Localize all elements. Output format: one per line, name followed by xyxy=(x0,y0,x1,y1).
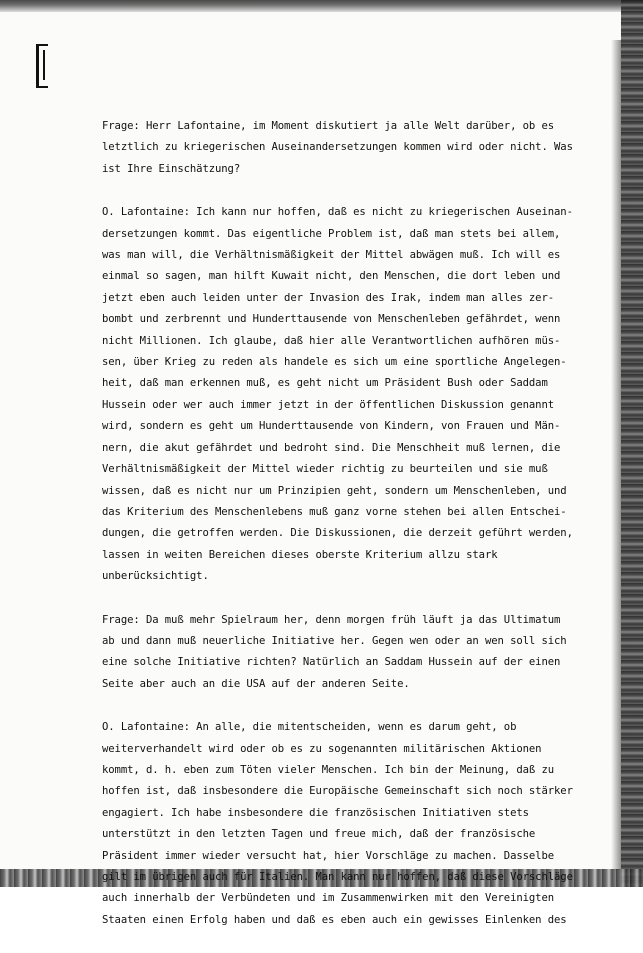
text-line: letztlich zu kriegerischen Auseinandersetzungen kommen wird oder nicht. Was xyxy=(102,141,573,154)
scan-shadow xyxy=(611,40,621,870)
text-line: O. Lafontaine: Ich kann nur hoffen, daß es nicht zu kriegerischen Auseinan- xyxy=(102,206,573,219)
text-line: nicht Millionen. Ich glaube, daß hier alle Verantwortlichen aufhören müs- xyxy=(102,334,561,347)
text-line: O. Lafontaine: An alle, die mitentscheiden, wenn es darum geht, ob xyxy=(102,721,517,734)
text-line: sen, über Krieg zu reden als handele es sich um eine sportliche Angelegen- xyxy=(102,356,567,369)
text-line: auch innerhalb der Verbündeten und im Zusammenwirken mit den Vereinigten xyxy=(102,892,555,905)
text-line: heit, daß man erkennen muß, es geht nicht um Präsident Bush oder Saddam xyxy=(102,377,548,390)
scan-top-edge xyxy=(0,0,643,12)
paragraph xyxy=(102,202,572,587)
text-line: ab und dann muß neuerliche Initiative her. Gegen wen oder an wen soll sich xyxy=(102,634,567,647)
text-line: dersetzungen kommt. Das eigentliche Problem ist, daß man stets bei allem, xyxy=(102,227,561,240)
text-line: kommt, d. h. eben zum Töten vieler Menschen. Ich bin der Meinung, daß zu xyxy=(102,763,555,776)
text-line: das Kriterium des Menschenlebens muß ganz vorne stehen bei allen Entschei- xyxy=(102,505,567,518)
text-line: was man will, die Verhältnismäßigkeit der Mittel abwägen muß. Ich will es xyxy=(102,249,561,262)
text-line: Präsident immer wieder versucht hat, hier Vorschläge zu machen. Dasselbe xyxy=(102,849,555,862)
text-line: Staaten einen Erfolg haben und daß es eben auch ein gewisses Einlenken des xyxy=(102,913,567,926)
text-line: hoffen ist, daß insbesondere die Europäische Gemeinschaft sich noch stärker xyxy=(102,785,573,798)
scan-right-edge xyxy=(621,0,643,887)
text-line: wird, sondern es geht um Hunderttausende von Kindern, von Frauen und Män- xyxy=(102,420,561,433)
text-line: engagiert. Ich habe insbesondere die französischen Initiativen stets xyxy=(102,806,529,819)
text-line: einmal so sagen, man hilft Kuwait nicht, den Menschen, die dort leben und xyxy=(102,270,561,283)
text-line: bombt und zerbrennt und Hunderttausende von Menschenleben gefährdet, wenn xyxy=(102,313,561,326)
text-line: weiterverhandelt wird oder ob es zu sogenannten militärischen Aktionen xyxy=(102,742,542,755)
text-line: dungen, die getroffen werden. Die Diskussionen, die derzeit geführt werden, xyxy=(102,527,573,540)
text-line: jetzt eben auch leiden unter der Invasion des Irak, indem man alles zer- xyxy=(102,291,555,304)
paragraph xyxy=(102,610,572,696)
text-line: Frage: Da muß mehr Spielraum her, denn morgen früh läuft ja das Ultimatum xyxy=(102,613,561,626)
text-line: unterstützt in den letzten Tagen und freue mich, daß der französische xyxy=(102,828,536,841)
text-line: wissen, daß es nicht nur um Prinzipien geht, sondern um Menschenleben, und xyxy=(102,484,567,497)
text-line: ist Ihre Einschätzung? xyxy=(102,162,241,175)
text-line: nern, die akut gefährdet und bedroht sind. Die Menschheit muß lernen, die xyxy=(102,441,561,454)
binder-clip-mark xyxy=(36,44,48,88)
paragraph xyxy=(102,116,572,180)
text-line: eine solche Initiative richten? Natürlich an Saddam Hussein auf der einen xyxy=(102,656,561,669)
text-line: Hussein oder wer auch immer jetzt in der öffentlichen Diskussion genannt xyxy=(102,398,555,411)
text-line: Verhältnismäßigkeit der Mittel wieder richtig zu beurteilen und sie muß xyxy=(102,463,548,476)
document-body xyxy=(102,116,572,953)
text-line: lassen in weiten Bereichen dieses oberste Kriterium allzu stark xyxy=(102,548,498,561)
text-line: Frage: Herr Lafontaine, im Moment diskutiert ja alle Welt darüber, ob es xyxy=(102,120,555,132)
text-line: gilt im übrigen auch für Italien. Man kann nur hoffen, daß diese Vorschläge xyxy=(102,871,573,883)
text-line: Seite aber auch an die USA auf der anderen Seite. xyxy=(102,677,410,690)
text-line: unberücksichtigt. xyxy=(102,570,209,583)
paragraph xyxy=(102,717,572,931)
